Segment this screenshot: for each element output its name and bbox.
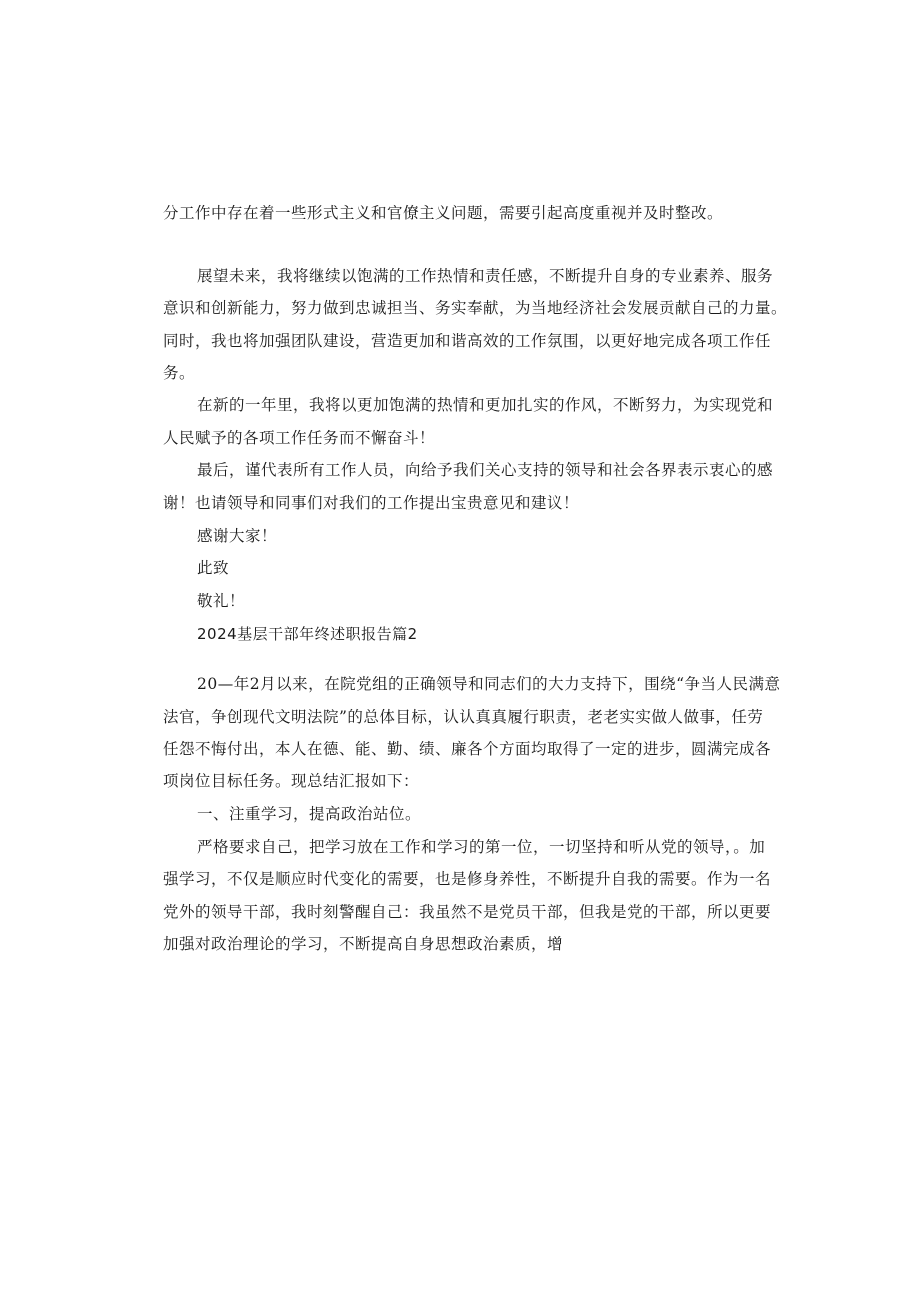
closing-salutation: 此致	[197, 559, 230, 577]
closing-regards: 敬礼！	[197, 592, 246, 610]
paragraph-line: 项岗位目标任务。现总结汇报如下：	[163, 772, 420, 790]
paragraph-line: 意识和创新能力，努力做到忠诚担当、务实奉献，为当地经济社会发展贡献自己的力量。	[163, 299, 788, 317]
closing-thanks: 感谢大家！	[197, 527, 278, 545]
paragraph-line: 加强对政治理论的学习，不断提高自身思想政治素质，增	[163, 935, 564, 953]
paragraph-line: 强学习，不仅是顺应时代变化的需要，也是修身养性，不断提升自我的需要。作为一名	[163, 870, 772, 888]
paragraph-line: 20—年2月以来，在院党组的正确领导和同志们的大力支持下，围绕“争当人民满意	[197, 675, 781, 693]
paragraph-line: 在新的一年里，我将以更加饱满的热情和更加扎实的作风，不断努力，为实现党和	[197, 396, 774, 414]
paragraph-line: 人民赋予的各项工作任务而不懈奋斗！	[163, 429, 436, 447]
paragraph-line: 谢！也请领导和同事们对我们的工作提出宝贵意见和建议！	[163, 494, 580, 512]
section-title: 2024基层干部年终述职报告篇2	[197, 625, 418, 643]
paragraph-line: 务。	[163, 364, 196, 382]
paragraph-line: 任怨不悔付出，本人在德、能、勤、绩、廉各个方面均取得了一定的进步，圆满完成各	[163, 740, 772, 758]
paragraph-line: 党外的领导干部，我时刻警醒自己：我虽然不是党员干部，但我是党的干部，所以更要	[163, 903, 772, 921]
paragraph-line: 最后，谨代表所有工作人员，向给予我们关心支持的领导和社会各界表示衷心的感	[197, 461, 774, 479]
subsection-heading: 一、注重学习，提高政治站位。	[197, 805, 422, 823]
paragraph-line: 严格要求自己，把学习放在工作和学习的第一位，一切坚持和听从党的领导，。加	[197, 838, 766, 856]
paragraph-line: 法官，争创现代文明法院”的总体目标，认认真真履行职责，老老实实做人做事，任劳	[163, 708, 764, 726]
paragraph-line: 展望未来，我将继续以饱满的工作热情和责任感，不断提升自身的专业素养、服务	[197, 267, 774, 285]
paragraph-line: 同时，我也将加强团队建设，营造更加和谐高效的工作氛围，以更好地完成各项工作任	[163, 332, 772, 350]
paragraph-line: 分工作中存在着一些形式主义和官僚主义问题，需要引起高度重视并及时整改。	[163, 204, 724, 222]
